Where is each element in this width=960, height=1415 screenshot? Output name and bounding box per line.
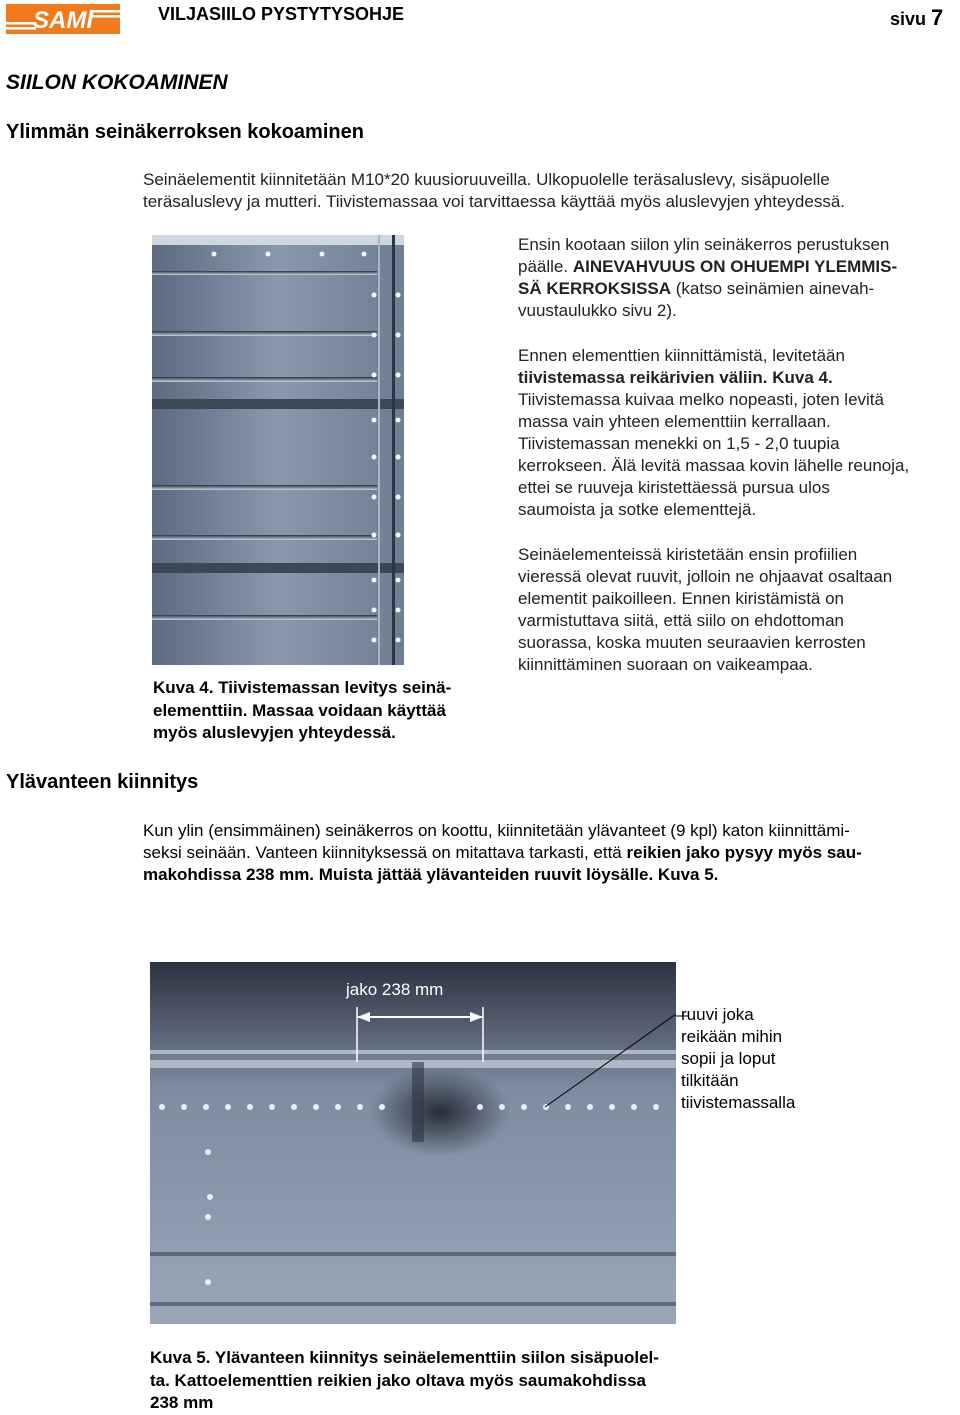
figure-5-caption: Kuva 5. Ylävanteen kiinnitys seinäelementtiin siilon sisäpuolel- ta. Kattoelementtien reikien jako oltava myös saumakohdissa 238 mm (150, 1348, 659, 1412)
page-word: sivu (890, 9, 927, 29)
subsection-title: Ylimmän seinäkerroksen kokoaminen (6, 121, 364, 143)
document-title: VILJASIILO PYSTYTYSOHJE (158, 4, 405, 24)
screw-callout: ruuvi joka reikään mihin sopii ja loput tilkitään tiivistemassalla (681, 1005, 796, 1112)
sami-logo (6, 4, 120, 34)
paragraph-2: Ennen elementtien kiinnittämistä, levitetään tiivistemassa reikärivien väliin. Kuva 4. Tiivistemassa kuivaa melko nopeasti, joten levitä massa vain yhteen elementtiin kerrallaan. Tiivistemassan menekki on 1,5 - 2,0 tuupia kerrokseen. Älä levitä massaa kovin lähelle reunoja, ettei se ruuveja kiristettäessä pursua ulos saumoista ja sotke elementtejä. (518, 346, 910, 519)
top-ring-photo (150, 962, 676, 1324)
subsection-title-2: Ylävanteen kiinnitys (6, 771, 199, 793)
page-number (890, 5, 943, 31)
paragraph-1: Ensin kootaan siilon ylin seinäkerros perustuksen päälle. AINEVAHVUUS ON OHUEMPI YLEMMIS- SÄ KERROKSISSA (katso seinämien ainevah- vuustaulukko sivu 2). (518, 235, 898, 320)
section-title: SIILON KOKOAMINEN (6, 71, 228, 94)
logo-text: SAMI (33, 7, 93, 34)
page-num: 7 (931, 5, 944, 30)
paragraph-3: Seinäelementeissä kiristetään ensin profiilien vieressä olevat ruuvit, jolloin ne ohjaavat osaltaan elementit paikoilleen. Ennen kiristämistä on varmistuttava siitä, että siilo on ehdottoman suorassa, koska muuten seuraavien kerrosten kiinnittäminen suoraan on vaikeampaa. (518, 545, 893, 674)
figure-4-caption: Kuva 4. Tiivistemassan levitys seinä- elementtiin. Massaa voidaan käyttää myös aluslevyjen yhteydessä. (153, 678, 452, 742)
paragraph-4: Kun ylin (ensimmäinen) seinäkerros on koottu, kiinnitetään ylävanteet (9 kpl) katon kiinnittämi- seksi seinään. Vanteen kiinnityksessä on mitattava tarkasti, että reikien jako pysyy myös sau- makohdissa 238 mm. Muista jättää ylävanteiden ruuvit löysälle. Kuva 5. (143, 821, 862, 884)
spacing-label: jako 238 mm (346, 980, 444, 999)
intro-paragraph: Seinäelementit kiinnitetään M10*20 kuusioruuveilla. Ulkopuolelle teräsaluslevy, sisäpuolelle teräsaluslevy ja mutteri. Tiivistemassaa voi tarvittaessa käyttää myös aluslevyjen yhteydessä. (143, 170, 846, 211)
wall-element-photo (152, 235, 404, 665)
